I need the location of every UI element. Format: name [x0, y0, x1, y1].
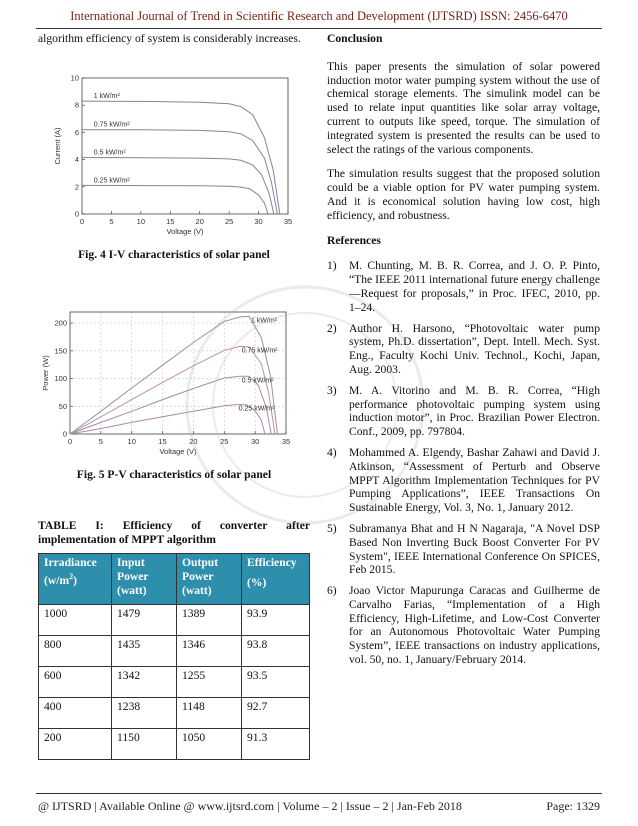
reference-item: 4) Mohammed A. Elgendy, Bashar Zahawi and David J. Atkinson, “Assessment of Perturb and Observe MPPT Algorithm Implementation Techniques for PV Pumping Applications”, IEEE Transactions On Sustainable Energy, Vol. 3, No. 1, January 2012. — [327, 445, 600, 515]
table-cell: 400 — [39, 698, 112, 729]
header-irradiance: Irradiance $(w/m^2)$ — [39, 554, 112, 605]
series-label: 0.25 kW/m² — [93, 177, 130, 185]
x-axis-label: Voltage (V) — [159, 447, 197, 456]
table-cell: 200 — [39, 729, 112, 760]
y-tick-label: 6 — [74, 127, 79, 137]
x-tick-label: 5 — [98, 437, 103, 446]
table-header-row — [39, 554, 310, 605]
footer-rule — [36, 793, 602, 794]
table-cell: 1050 — [177, 729, 242, 760]
table-cell: 1435 — [112, 636, 177, 667]
series-label: 0.75 kW/m² — [241, 347, 278, 355]
table-row — [39, 667, 310, 698]
y-tick-label: 0 — [62, 429, 67, 439]
table-cell: 1255 — [177, 667, 242, 698]
iv-characteristics-chart — [50, 72, 298, 244]
left-column — [38, 32, 310, 46]
table-cell: 1342 — [112, 667, 177, 698]
x-tick-label: 10 — [127, 437, 136, 446]
journal-header: International Journal of Trend in Scientific Research and Development (IJTSRD) ISSN: 2456-6470 — [70, 9, 568, 23]
y-tick-label: 100 — [54, 374, 67, 384]
intro-text: algorithm efficiency of system is considerably increases. — [38, 32, 301, 45]
table-row — [39, 636, 310, 667]
fig4-caption: Fig. 4 I-V characteristics of solar panel — [78, 248, 270, 261]
series-line — [82, 185, 268, 214]
series-line — [70, 405, 265, 434]
series-line — [82, 130, 277, 214]
x-tick-label: 15 — [166, 217, 175, 226]
table-row — [39, 698, 310, 729]
reference-item: 2) Author H. Harsono, “Photovoltaic water pump system, Ph.D. dissertation”, Dept. Intell. Mech. Syst. Eng., Faculty Kochi Univ. Technol., Kochi, Japan, Aug. 2003. — [327, 321, 600, 376]
x-axis-label: Voltage (V) — [166, 227, 204, 236]
table-cell: 93.9 — [242, 605, 310, 636]
x-tick-label: 25 — [220, 437, 229, 446]
table-cell: 93.8 — [242, 636, 310, 667]
x-tick-label: 0 — [67, 437, 73, 446]
reference-item: 5) Subramanya Bhat and H N Nagaraja, "A Novel DSP Based Non Inverting Buck Boost Converter For PV System", IEEE International Conference On SPICES, Feb 2015. — [327, 521, 600, 577]
x-tick-label: 30 — [250, 437, 260, 446]
conclusion-paragraph-1: This paper presents the simulation of solar powered induction motor water pumping system without the use of chemical storage elements. The simulink model can be used to relate input quantities like solar array voltage, current to outputs like speed, torque. The simulation of integrated system is presented the results can be used to select the ratings of the various components. — [327, 59, 600, 156]
table-cell: 93.5 — [242, 667, 310, 698]
table-cell: 600 — [39, 667, 112, 698]
conclusion-heading: Conclusion — [327, 32, 383, 45]
table-cell: 1148 — [177, 698, 242, 729]
x-tick-label: 35 — [281, 437, 291, 446]
table-cell: 1238 — [112, 698, 177, 729]
series-label: 0.5 kW/m² — [93, 149, 126, 157]
reference-item: 3) M. A. Vitorino and M. B. R. Correa, “High performance photovoltaic pumping system using induction motor”, in Proc. Brazilian Power Electron. Conf., 2009, pp. 797804. — [327, 383, 600, 439]
series-label: 0.25 kW/m² — [238, 405, 275, 413]
table-cell: 91.3 — [242, 729, 310, 760]
reference-item: 1) M. Chunting, M. B. R. Correa, and J. O. P. Pinto, “The IEEE 2011 international future energy challenge—Request for proposals,” in Proc. IFEC, 2010, pp. 1–24. — [327, 259, 600, 314]
page-number: Page: 1329 — [546, 799, 600, 813]
references-heading: References — [327, 233, 381, 247]
table-cell: 1000 — [39, 605, 112, 636]
footer-text: @ IJTSRD | Available Online @ www.ijtsrd.com | Volume – 2 | Issue – 2 | Jan-Feb 2018 — [38, 799, 462, 813]
conclusion-paragraph-2: The simulation results suggest that the proposed solution could be a viable option for PV water pumping system. And it is economical solution having low cost, high efficiency, and robustness. — [327, 167, 600, 222]
y-tick-label: 2 — [74, 182, 79, 192]
series-label: 1 kW/m² — [250, 317, 278, 325]
y-tick-label: 4 — [74, 155, 79, 165]
header-rule — [36, 28, 602, 29]
x-tick-label: 20 — [189, 437, 198, 446]
header-efficiency: Efficiency (%) — [242, 554, 310, 605]
table-cell: 1346 — [177, 636, 242, 667]
table-title: TABLE I: Efficiency of converter after implementation of MPPT algorithm — [38, 519, 310, 546]
series-label: 1 kW/m² — [93, 93, 120, 101]
header-input-power: Input Power (watt) — [112, 554, 177, 605]
y-tick-label: 10 — [70, 73, 79, 83]
series-label: 0.5 kW/m² — [241, 377, 274, 385]
series-label: 0.75 kW/m² — [93, 121, 130, 129]
reference-item: 6) Joao Victor Mapurunga Caracas and Guilherme de Carvalho Farias, “Implementation of a High Efficiency, High-Lifetime, and Low-Cost Converter for an Autonomous Photovoltaic Water Pumping System”, IEEE transactions on industry applications, vol. 50, no. 1, January/February 2014. — [327, 584, 600, 667]
x-tick-label: 10 — [136, 217, 146, 226]
y-axis-label: Power (W) — [41, 355, 50, 391]
y-axis-label: Current (A) — [53, 127, 62, 165]
x-tick-label: 25 — [224, 217, 234, 226]
x-tick-label: 30 — [254, 217, 263, 226]
y-tick-label: 200 — [54, 318, 67, 328]
right-column — [327, 32, 600, 674]
x-tick-label: 35 — [283, 217, 293, 226]
table-row — [39, 729, 310, 760]
y-tick-label: 8 — [74, 100, 79, 110]
table-cell: 1150 — [112, 729, 177, 760]
table-row — [39, 605, 310, 636]
x-tick-label: 0 — [79, 217, 85, 226]
header-output-power: Output Power (watt) — [177, 554, 242, 605]
efficiency-table — [38, 553, 310, 760]
fig5-caption: Fig. 5 P-V characteristics of solar panel — [76, 468, 272, 481]
y-tick-label: 0 — [74, 209, 79, 219]
page-footer — [38, 799, 600, 814]
y-tick-label: 50 — [58, 401, 67, 411]
y-tick-label: 150 — [54, 346, 67, 356]
table-cell: 800 — [39, 636, 112, 667]
references-list — [327, 259, 600, 667]
pv-characteristics-chart — [40, 308, 298, 458]
x-tick-label: 15 — [158, 437, 167, 446]
table-cell: 1389 — [177, 605, 242, 636]
table-cell: 92.7 — [242, 698, 310, 729]
x-tick-label: 5 — [109, 217, 114, 226]
table-cell: 1479 — [112, 605, 177, 636]
x-tick-label: 20 — [195, 217, 204, 226]
